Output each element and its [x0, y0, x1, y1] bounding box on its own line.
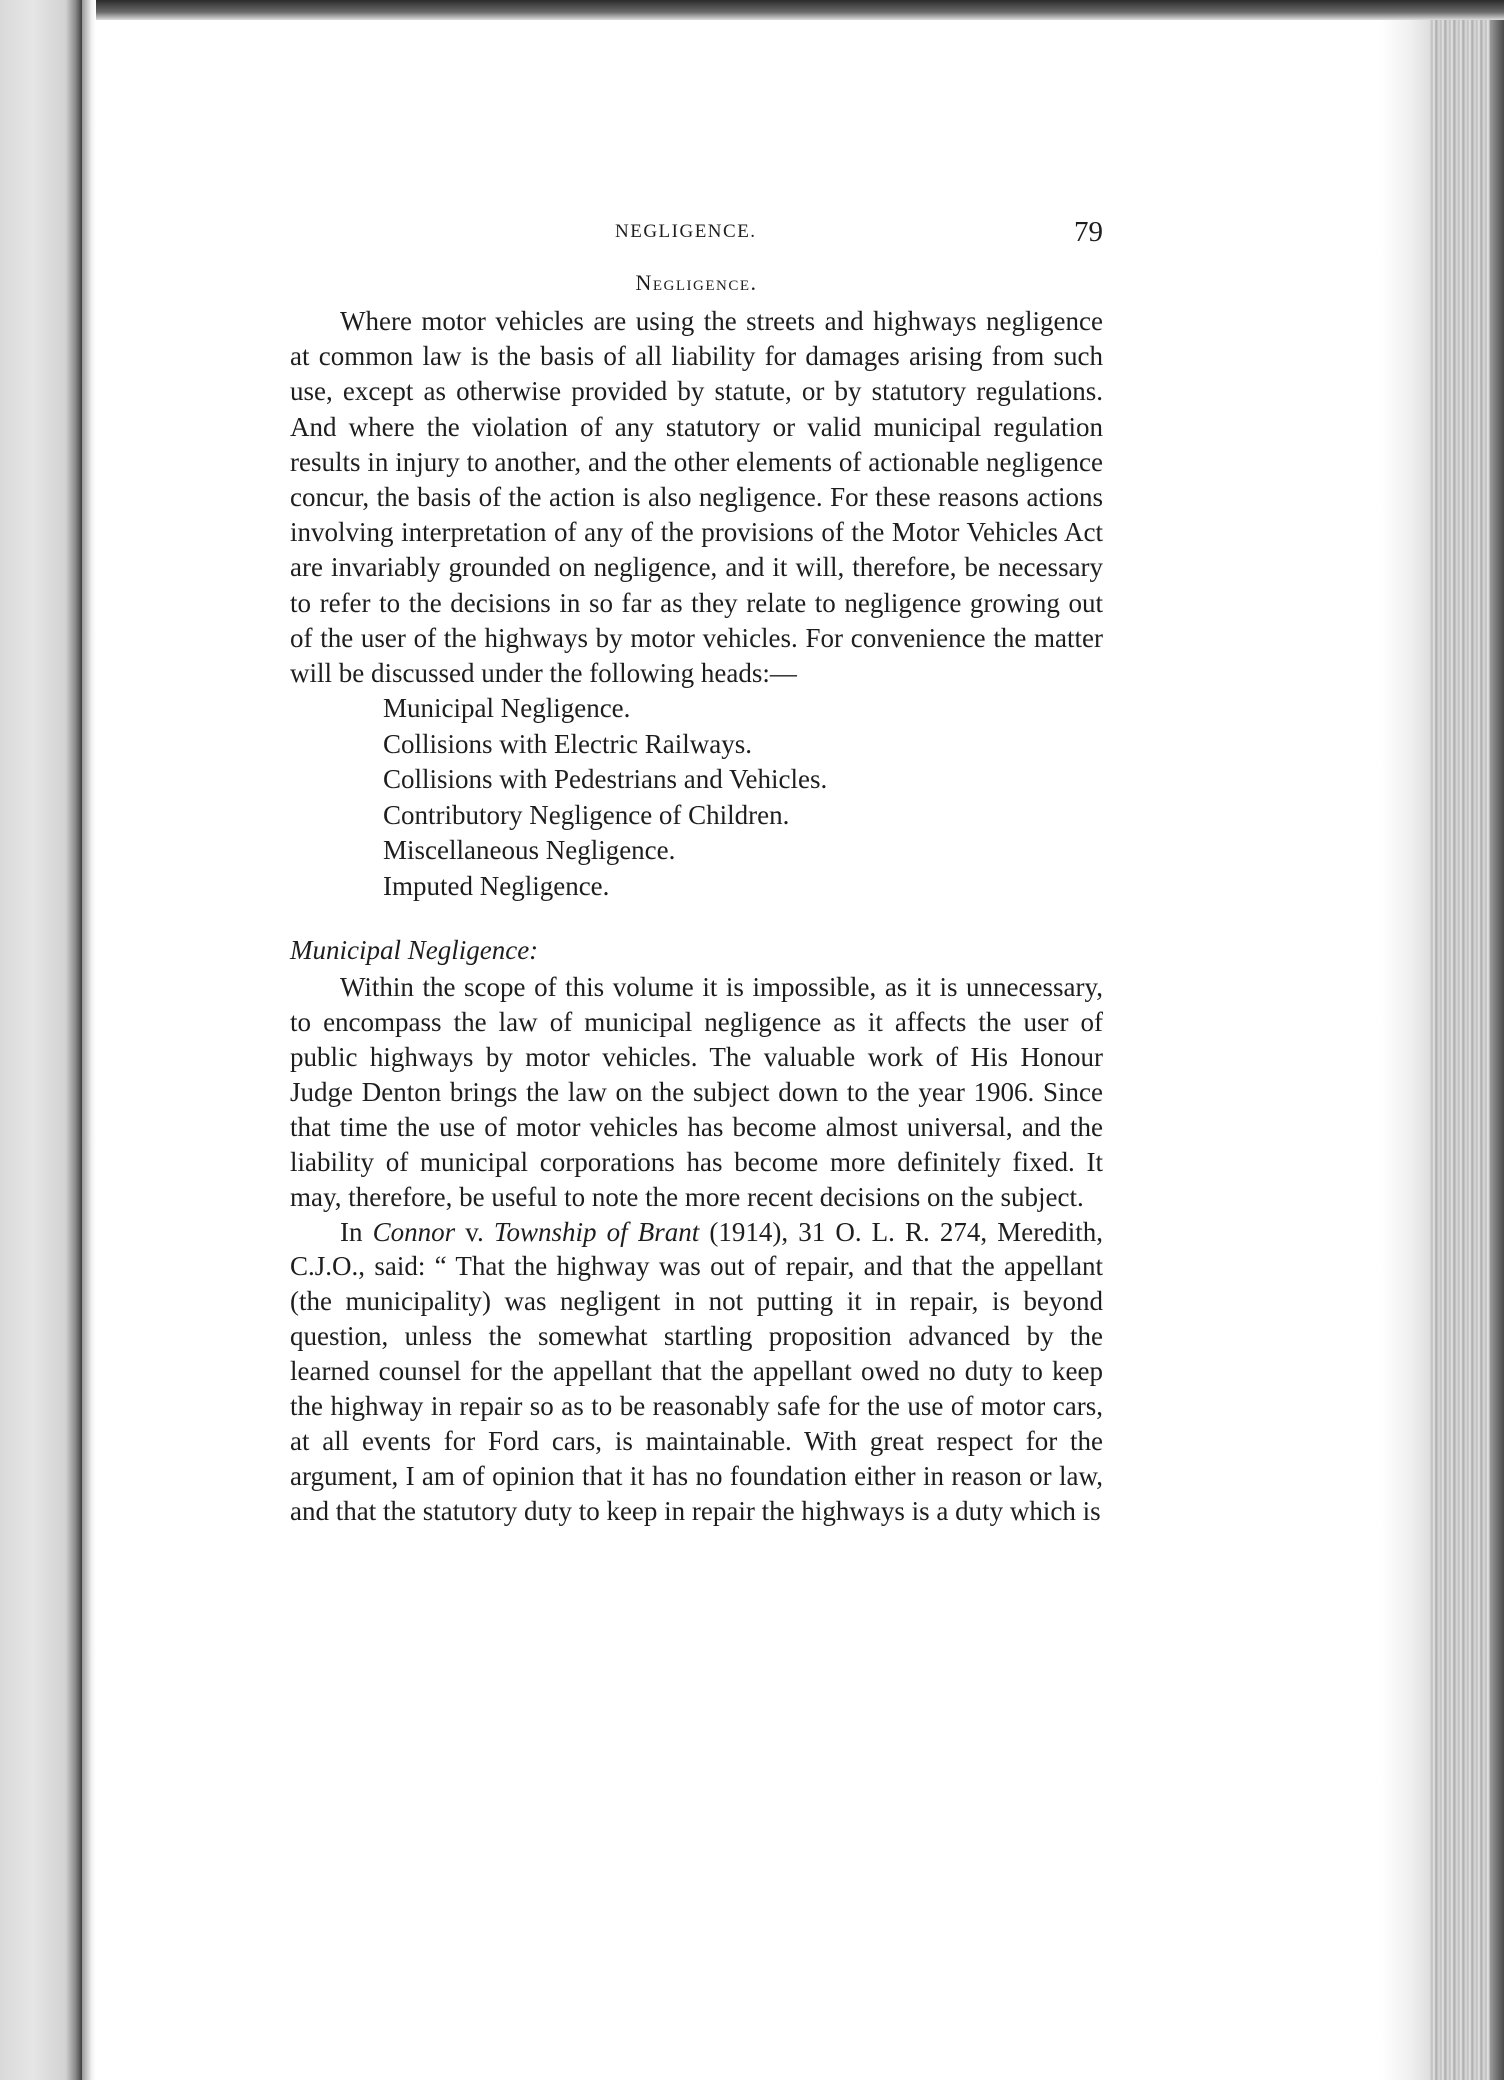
scan-left-margin — [0, 0, 82, 2080]
page-number: 79 — [1074, 216, 1103, 248]
list-item: Municipal Negligence. — [383, 693, 631, 724]
book-cover-edge — [1490, 20, 1504, 2080]
heads-list — [290, 691, 1103, 904]
scan-top-edge — [0, 0, 1504, 20]
case-party-1: Connor — [372, 1216, 456, 1247]
list-item: Miscellaneous Negligence. — [383, 835, 676, 866]
running-title: NEGLIGENCE. — [615, 221, 757, 242]
case-paragraph — [290, 1215, 1103, 1529]
gutter-shadow — [82, 0, 96, 2080]
list-item: Imputed Negligence. — [383, 870, 610, 901]
case-party-2: Township of Brant — [493, 1216, 700, 1247]
municipal-paragraph: Within the scope of this volume it is impossible, as it is unnecessary, to encompass the law of municipal negligence as it affects the user of public highways by motor vehicles. The valuable work of His Honour Judge Denton brings the law on the subject down to the year 1906. Since that time the use of motor vehicles has become almost universal, and the liability of municipal corporations has become more definitely fixed. It may, therefore, be useful to note the more recent decisions on the subject. — [290, 972, 1103, 1212]
subsection-heading: Municipal Negligence: — [290, 935, 539, 966]
page-text-block — [290, 212, 1103, 1529]
page-right-shade — [1380, 20, 1430, 2080]
case-versus: v. — [455, 1216, 494, 1247]
section-heading — [290, 262, 1103, 304]
list-item: Collisions with Electric Railways. — [383, 728, 752, 759]
running-head — [290, 212, 1103, 252]
section-heading-text: Negligence. — [635, 270, 758, 295]
case-text: (1914), 31 O. L. R. 274, Meredith, C.J.O., said: “ That the highway was out of repair, and that the appellant (the municipality) was negligent in not putting it in repair, is beyond question, unless the somewhat startling proposition advanced by the learned counsel for the appellant that the appellant owed no duty to keep the highway in repair so as to be reasonably safe for the use of motor cars, at all events for Ford cars, is maintainable. With great respect for the argument, I am of opinion that it has no foundation either in reason or law, and that the statutory duty to keep in repair the highways is a duty which is — [290, 1216, 1104, 1526]
case-lead: In — [340, 1216, 373, 1247]
list-item: Contributory Negligence of Children. — [383, 799, 790, 830]
intro-paragraph: Where motor vehicles are using the streets and highways negligence at common law is the basis of all liability for damages arising from such use, except as otherwise provided by statute, or by statutory regulations. And where the violation of any statutory or valid municipal regulation results in injury to another, and the other elements of actionable negligence concur, the basis of the action is also negligence. For these reasons actions involving interpretation of any of the provisions of the Motor Vehicles Act are invariably grounded on negligence, and it will, therefore, be necessary to refer to the decisions in so far as they relate to negligence growing out of the user of the highways by motor vehicles. For convenience the matter will be discussed under the following heads:— — [290, 306, 1103, 689]
list-item: Collisions with Pedestrians and Vehicles. — [383, 764, 828, 795]
